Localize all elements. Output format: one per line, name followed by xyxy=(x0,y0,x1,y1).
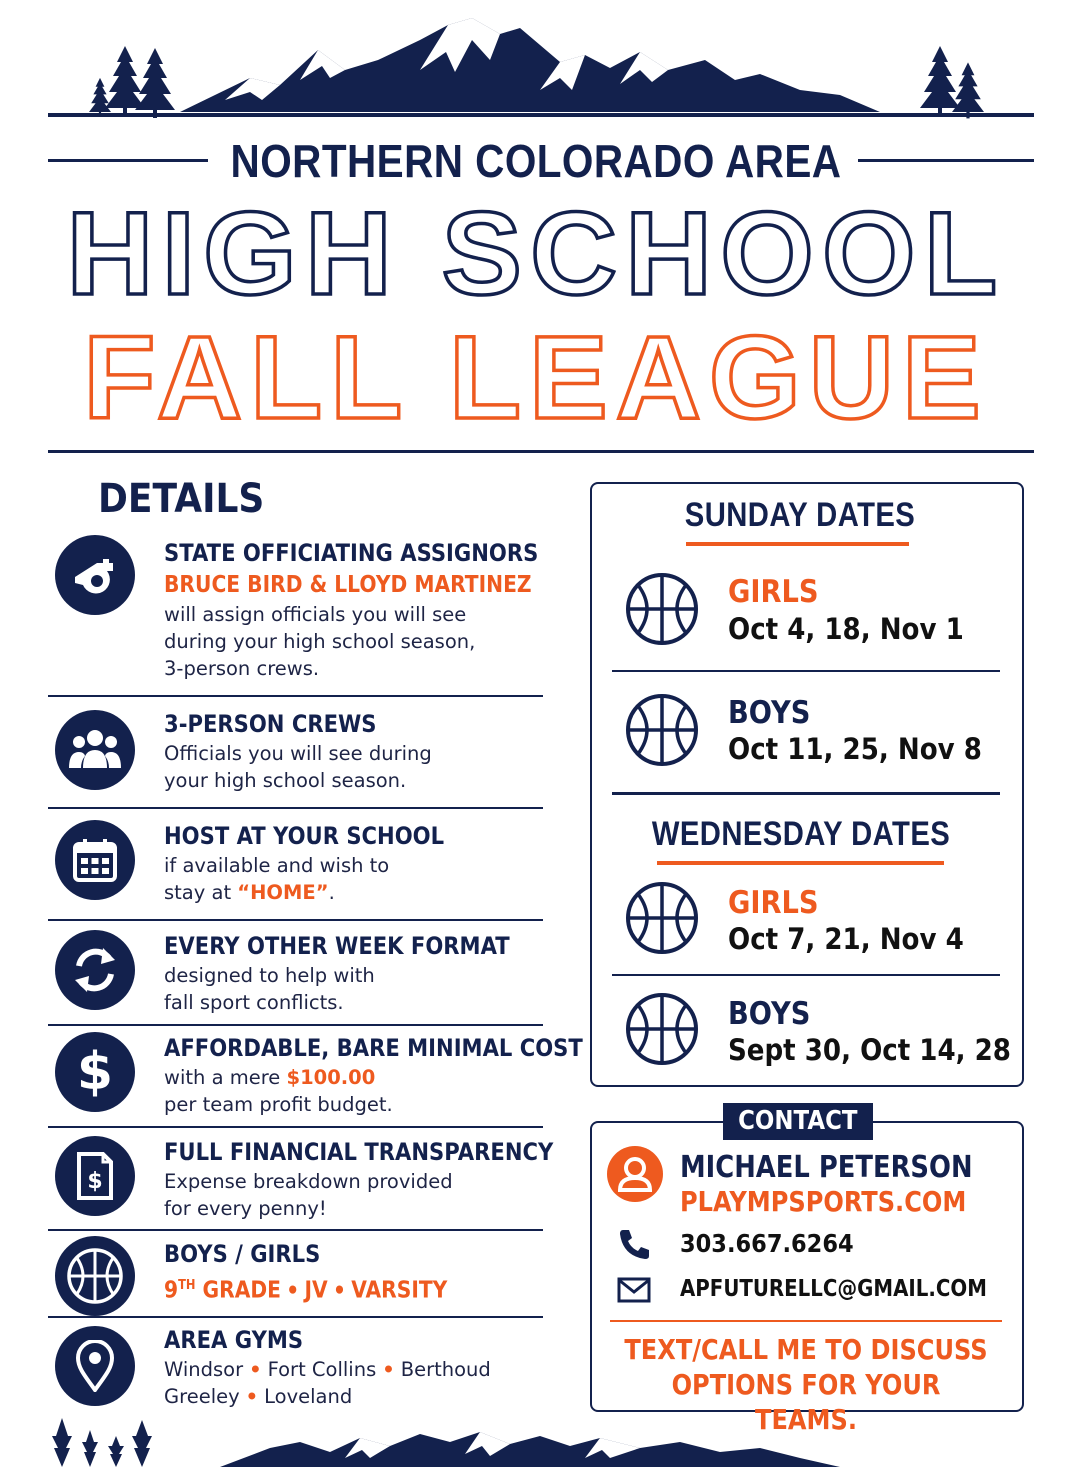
location-icon xyxy=(55,1326,135,1406)
dates-divider xyxy=(612,974,1000,976)
invoice-icon xyxy=(55,1136,135,1216)
bullet: • xyxy=(286,1277,300,1304)
detail-line: designed to help with xyxy=(164,964,375,987)
sunday-girls-dates: Oct 4, 18, Nov 1 xyxy=(728,612,964,646)
group-icon xyxy=(55,710,135,790)
mail-icon xyxy=(617,1277,651,1303)
cost-amount: $100.00 xyxy=(286,1066,376,1089)
wednesday-girls-dates: Oct 7, 21, Nov 4 xyxy=(728,922,964,956)
gyms-row xyxy=(164,1356,564,1383)
home-prefix: stay at xyxy=(164,881,238,904)
gym-loveland: Loveland xyxy=(264,1385,353,1408)
refresh-icon xyxy=(55,930,135,1010)
title-line-fall-league: FALL LEAGUE xyxy=(83,312,989,444)
bullet: • xyxy=(382,1358,395,1381)
sunday-boys-label: BOYS xyxy=(728,695,811,731)
basketball-icon xyxy=(55,1236,135,1316)
header-bottom-rule xyxy=(48,450,1034,453)
contact-divider xyxy=(610,1320,1002,1322)
bullet: • xyxy=(332,1277,346,1304)
assignor-names: BRUCE BIRD & LLOYD MARTINEZ xyxy=(164,572,532,598)
detail-line: your high school season. xyxy=(164,769,407,792)
gym-berthoud: Berthoud xyxy=(400,1358,491,1381)
home-highlight: “HOME” xyxy=(237,881,329,904)
home-suffix: . xyxy=(328,881,335,904)
sunday-boys-dates: Oct 11, 25, Nov 8 xyxy=(728,732,982,766)
sunday-underline xyxy=(686,542,909,546)
grade-word: GRADE xyxy=(195,1277,282,1304)
basketball-icon xyxy=(624,880,700,956)
header-subtitle: NORTHERN COLORADO AREA xyxy=(230,135,842,187)
detail-line: Officials you will see during xyxy=(164,742,432,765)
gyms-row xyxy=(164,1383,564,1410)
dollar-icon: $ xyxy=(55,1032,135,1112)
wednesday-boys-dates: Sept 30, Oct 14, 28 xyxy=(728,1033,1011,1067)
detail-title: FULL FINANCIAL TRANSPARENCY xyxy=(164,1138,554,1166)
user-icon xyxy=(607,1146,663,1202)
row-divider xyxy=(48,1126,543,1128)
wednesday-dates-heading: WEDNESDAY DATES xyxy=(651,815,951,853)
detail-row-divisions xyxy=(48,1236,543,1316)
detail-title: BOYS / GIRLS xyxy=(164,1240,321,1268)
basketball-icon xyxy=(624,991,700,1067)
detail-row-transparency xyxy=(48,1136,554,1230)
detail-row-format xyxy=(48,930,543,1024)
svg-text:$: $ xyxy=(87,1169,103,1194)
detail-row-gyms xyxy=(48,1324,543,1414)
wednesday-underline xyxy=(657,861,944,865)
detail-title: AFFORDABLE, BARE MINIMAL COST xyxy=(164,1034,583,1062)
detail-title: HOST AT YOUR SCHOOL xyxy=(164,822,445,850)
detail-line: per team profit budget. xyxy=(164,1093,393,1116)
detail-line: 3-person crews. xyxy=(164,657,320,680)
dates-divider xyxy=(612,670,1000,672)
contact-email[interactable]: APFUTURELLC@GMAIL.COM xyxy=(680,1276,987,1302)
sunday-girls-label: GIRLS xyxy=(728,574,819,610)
detail-line: for every penny! xyxy=(164,1197,327,1220)
title-line-high-school: HIGH SCHOOL xyxy=(66,188,1006,320)
row-divider xyxy=(48,1316,543,1318)
contact-tag-label: CONTACT xyxy=(738,1106,858,1136)
sunday-dates-heading: SUNDAY DATES xyxy=(684,496,916,534)
detail-line: fall sport conflicts. xyxy=(164,991,344,1014)
contact-tag xyxy=(723,1103,873,1140)
division-levels xyxy=(164,1270,498,1307)
cta-line-1: TEXT/CALL ME TO DISCUSS xyxy=(624,1333,988,1366)
detail-line: will assign officials you will see xyxy=(164,603,467,626)
wednesday-boys-label: BOYS xyxy=(728,996,811,1032)
level-jv: JV xyxy=(304,1277,328,1304)
grade-number: 9 xyxy=(164,1277,179,1304)
gym-greeley: Greeley xyxy=(164,1385,240,1408)
bullet: • xyxy=(249,1358,262,1381)
whistle-icon xyxy=(55,535,135,615)
cta-line-2: OPTIONS FOR YOUR TEAMS. xyxy=(671,1368,941,1436)
gym-windsor: Windsor xyxy=(164,1358,244,1381)
basketball-icon xyxy=(624,692,700,768)
calendar-icon xyxy=(55,820,135,900)
detail-row-assignors xyxy=(48,535,543,695)
contact-name: MICHAEL PETERSON xyxy=(680,1150,973,1185)
row-divider xyxy=(48,1229,543,1231)
detail-title: STATE OFFICIATING ASSIGNORS xyxy=(164,539,539,567)
detail-line-cost xyxy=(164,1064,544,1091)
row-divider xyxy=(48,807,543,809)
contact-phone[interactable]: 303.667.6264 xyxy=(680,1229,854,1258)
detail-title: AREA GYMS xyxy=(164,1326,304,1354)
details-heading: DETAILS xyxy=(98,476,265,522)
wednesday-girls-label: GIRLS xyxy=(728,885,819,921)
mountain-header-illustration xyxy=(0,0,1072,125)
detail-title: EVERY OTHER WEEK FORMAT xyxy=(164,932,510,960)
row-divider xyxy=(48,1024,543,1026)
detail-title: 3-PERSON CREWS xyxy=(164,710,377,738)
grade-suffix: TH xyxy=(178,1278,196,1293)
cost-prefix: with a mere xyxy=(164,1066,287,1089)
detail-row-cost xyxy=(48,1032,583,1126)
gym-fort-collins: Fort Collins xyxy=(267,1358,377,1381)
basketball-icon xyxy=(624,571,700,647)
level-varsity: VARSITY xyxy=(351,1277,448,1304)
contact-website[interactable]: PLAYMPSPORTS.COM xyxy=(680,1185,967,1218)
row-divider xyxy=(48,919,543,921)
detail-line: if available and wish to xyxy=(164,854,390,877)
phone-icon xyxy=(617,1228,651,1260)
detail-line-home xyxy=(164,879,544,906)
detail-line: during your high school season, xyxy=(164,630,476,653)
detail-row-crews xyxy=(48,708,543,808)
detail-line: Expense breakdown provided xyxy=(164,1170,453,1193)
bullet: • xyxy=(245,1385,259,1408)
row-divider xyxy=(48,695,543,697)
dates-divider xyxy=(612,792,1000,795)
detail-row-host xyxy=(48,820,543,920)
